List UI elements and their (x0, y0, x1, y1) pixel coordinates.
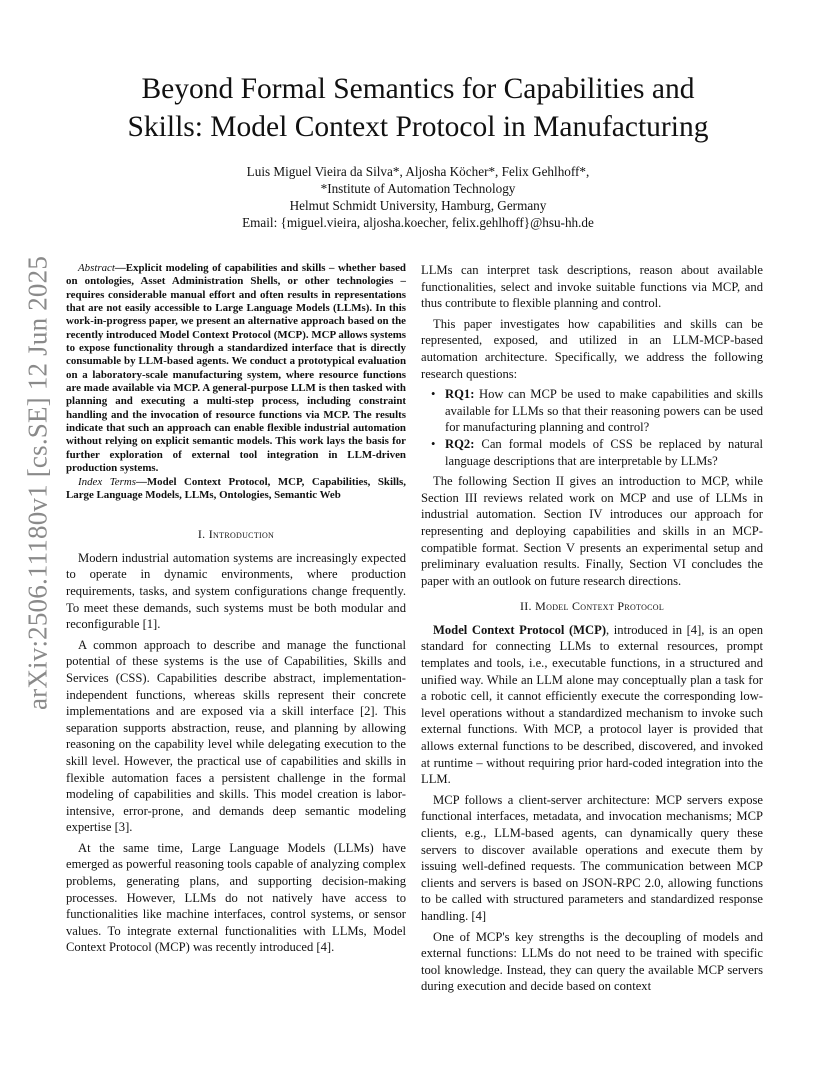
index-terms (66, 476, 406, 503)
research-question-1 (429, 386, 763, 436)
abstract-text: —Explicit modeling of capabilities and skills – whether based on ontologies, Asset Administration Shells, or other technologies – requires considerable manual effort and often results in representations that are not easily accessible to Large Language Models (LLMs). In this work-in-progress paper, we present an alternative approach based on the recently introduced Model Context Protocol (MCP). MCP allows systems to expose functionality through a standardized interface that is directly consumable by LLM-based agents. We conduct a prototypical evaluation on a laboratory-scale manufacturing system, where resource functions are made available via MCP. A general-purpose LLM is then tasked with planning and executing a multi-step process, including constraint handling and the invocation of resource functions via MCP. The results indicate that such an approach can enable flexible industrial automation without relying on explicit semantic models. This work lays the basis for further exploration of external tool integration in LLM-driven production systems. (66, 262, 406, 475)
section-heading-mcp: II. Model Context Protocol (519, 599, 665, 614)
rq1-text: How can MCP be used to make capabilities and skills available for LLMs so that their reasoning powers can be used for manufacturing planning and control? (445, 387, 763, 435)
affiliation-institute: *Institute of Automation Technology (320, 181, 516, 196)
research-question-2 (429, 436, 763, 469)
index-terms-text: —Model Context Protocol, MCP, Capabilities, Skills, Large Language Models, LLMs, Ontologies, Semantic Web (66, 475, 406, 501)
intro-paragraph-4: LLMs can interpret task descriptions, reason about available functionalities, select and invoke suitable functions via MCP, and thus contribute to flexible planning and control. (421, 263, 763, 311)
left-column (66, 262, 406, 956)
intro-paragraph-3: At the same time, Large Language Models (LLMs) have emerged as powerful reasoning tools capable of analyzing complex problems, generating plans, and supporting decision-making processes. However, LLMs do not natively have access to functionalities like machine interfaces, control systems, or sensor values. To integrate external functionalities with LLMs, Model Context Protocol (MCP) was recently introduced [4]. (66, 840, 406, 955)
intro-paragraph-5: This paper investigates how capabilities and skills can be represented, exposed, and utilized in an LLM-MCP-based automation architecture. Specifically, we address the following research questions: (421, 316, 763, 381)
rq2-text: Can formal models of CSS be replaced by natural language descriptions that are interpretable by LLMs? (445, 436, 763, 468)
paper-title (80, 70, 756, 146)
author-names: Luis Miguel Vieira da Silva*, Aljosha Köcher*, Felix Gehlhoff*, (246, 164, 590, 179)
mcp-paragraph-1-lead: Model Context Protocol (MCP) (433, 622, 607, 637)
rq1-label: RQ1: (445, 387, 475, 402)
index-terms-lead: Index Terms (78, 475, 136, 488)
rq2-label: RQ2: (445, 436, 475, 451)
mcp-paragraph-1 (421, 622, 763, 788)
arxiv-identifier: arXiv:2506.11180v1 [cs.SE] 12 Jun 2025 (22, 255, 53, 711)
author-block (110, 163, 726, 231)
title-line-1: Beyond Formal Semantics for Capabilities and (141, 73, 695, 105)
intro-paragraph-6: The following Section II gives an introduction to MCP, while Section III reviews related work on MCP and use of LLMs in industrial automation. Section IV introduces our approach for representing and deploying capabilities and skills in an MCP-compatible format. Section V presents an experimental setup and preliminary evaluation results. Finally, Section VI concludes the paper with an outlook on future research directions. (421, 474, 763, 588)
intro-paragraph-1: Modern industrial automation systems are increasingly expected to operate in dynamic environments, where production requirements, tasks, and system configurations change frequently. To meet these demands, such systems must be both modular and reconfigurable [1]. (66, 550, 406, 632)
section-heading-introduction: I. Introduction (197, 527, 275, 542)
title-line-2: Skills: Model Context Protocol in Manufacturing (127, 111, 709, 143)
abstract (66, 262, 406, 476)
research-questions-list (429, 386, 763, 469)
arxiv-identifier-sidebar (0, 0, 60, 1072)
affiliation-university: Helmut Schmidt University, Hamburg, Germany (289, 198, 547, 213)
author-email: Email: {miguel.vieira, aljosha.koecher, felix.gehlhoff}@hsu-hh.de (242, 215, 594, 230)
mcp-paragraph-3: One of MCP's key strengths is the decoupling of models and external functions: LLMs do not need to be trained with specific tool knowledge. Instead, they can query the available MCP servers during execution and decide based on context (421, 929, 763, 994)
mcp-paragraph-1-text: , introduced in [4], is an open standard for connecting LLMs to external resources, prompt templates and tools, i.e., executable functions, in a structured and unified way. While an LLM alone may conceptually plan a task for a robotic cell, it cannot efficiently execute the corresponding low-level operations without a standardized mechanism to invoke such external functions. With MCP, a protocol layer is provided that allows external functions to be described, discovered, and invoked at runtime – without requiring prior hard-coded integration into the LLM. (421, 622, 763, 787)
bullet-icon: • (431, 387, 436, 402)
right-column (421, 262, 763, 995)
intro-paragraph-2: A common approach to describe and manage the functional potential of these systems is the use of Capabilities, Skills and Services (CSS). Capabilities describe abstract, implementation-independent functions, whereas skills represent their concrete implementations and are exposed via a skill interface [2]. This separation supports abstraction, reuse, and planning by allowing reasoning on the capability level while delegating execution to the skill level. However, the practical use of capabilities and skills in flexible automation faces a persistent challenge in the formal modeling of capabilities and skills. This model creation is labor-intensive, error-prone, and demands deep semantic modeling expertise [3]. (66, 637, 406, 835)
mcp-paragraph-2: MCP follows a client-server architecture: MCP servers expose functional interfaces, metadata, and invocation mechanisms; MCP clients, e.g., LLM-based agents, can dynamically query these servers to discover available operations and execute them by issuing well-defined requests. The communication between MCP clients and servers is based on JSON-RPC 2.0, allowing functions to be called with structured parameters and standardized response handling. [4] (421, 792, 763, 923)
bullet-icon: • (431, 436, 436, 451)
abstract-lead: Abstract (78, 262, 115, 274)
